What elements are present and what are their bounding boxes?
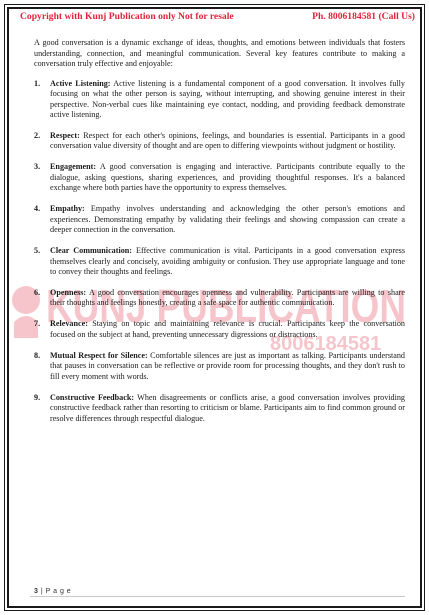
item-term: Engagement:: [50, 162, 97, 172]
copyright-notice: Copyright with Kunj Publication only Not for resale: [20, 11, 234, 22]
footer-divider: [30, 596, 405, 597]
item-number: 1.: [34, 78, 41, 88]
item-number: 7.: [34, 319, 41, 329]
list-item: [34, 131, 405, 152]
article-body: [34, 38, 405, 435]
watermark-phone: 8006184581: [270, 333, 382, 355]
item-number: 9.: [34, 392, 41, 402]
page-footer: [34, 588, 71, 595]
item-description: A good conversation encourages openness and vulnerability. Participants are willing to share their thoughts and feelings honestly, creating a safe space for authentic communication.: [50, 287, 405, 308]
list-item: [34, 79, 405, 121]
item-number: 4.: [34, 204, 41, 214]
item-description: When disagreements or conflicts arise, a good conversation involves providing constructive feedback rather than resorting to criticism or blame. Participants aim to find common ground or resolve differences through respectful dialogue.: [50, 392, 405, 423]
item-term: Relevance:: [50, 319, 88, 329]
item-number: 3.: [34, 162, 41, 172]
item-term: Clear Communication:: [50, 246, 132, 256]
item-term: Openness:: [50, 287, 87, 297]
item-term: Active Listening:: [50, 78, 111, 88]
item-number: 8.: [34, 350, 41, 360]
list-item: [34, 162, 405, 194]
list-item: [34, 393, 405, 425]
page-label: | P a g e: [40, 588, 72, 595]
item-number: 5.: [34, 246, 41, 256]
page-number: 3: [34, 588, 39, 595]
list-item: [34, 351, 405, 383]
watermark-title: KUNJ PUBLICATION: [46, 280, 406, 332]
contact-phone: Ph. 8006184581 (Call Us): [312, 11, 415, 22]
item-description: Empathy involves understanding and acknowledging the other person's emotions and experiences. Demonstrating empathy by validating their feelings and showing compassion can create a deeper connection in the conversation.: [50, 204, 405, 235]
item-description: Staying on topic and maintaining relevance is crucial. Participants keep the conversation focused on the subject at hand, preventing unnecessary digressions or distractions.: [50, 319, 405, 339]
item-description: Effective communication is vital. Participants in a good conversation express themselves clearly and concisely, avoiding ambiguity or confusion. They use appropriate language and tone to convey their thoughts and feelings.: [50, 246, 406, 277]
item-number: 6.: [34, 287, 41, 297]
item-description: Respect for each other's opinions, feelings, and boundaries is essential. Participants in a good conversation value diversity of thought and are open to differing viewpoints without judgment or hostility.: [50, 130, 405, 151]
features-list: [34, 79, 405, 425]
item-term: Mutual Respect for Silence:: [50, 350, 148, 360]
list-item: [34, 204, 405, 236]
item-description: Comfortable silences are just as important as talking. Participants understand that pauses in conversation can be reflective or provide room for processing thoughts, and they don't rush to fill every moment with words.: [50, 350, 405, 381]
item-term: Respect:: [50, 130, 80, 140]
intro-paragraph: A good conversation is a dynamic exchange of ideas, thoughts, and emotions between individuals that fosters understanding, connection, and meaningful communication. Several key features contribute to making a conversation truly effective and enjoyable:: [34, 38, 405, 68]
item-description: Active listening is a fundamental component of a good conversation. It involves fully focusing on what the other person is saying, without interrupting, and showing genuine interest in their perspective. Non-verbal cues like maintaining eye contact, nodding, and providing feedback demonstrate active listening.: [50, 78, 405, 119]
item-number: 2.: [34, 130, 41, 140]
list-item: [34, 319, 405, 340]
item-description: A good conversation is engaging and interactive. Participants contribute equally to the dialogue, asking questions, sharing experiences, and providing thoughtful responses. It's a balanced exchange where both parties have the opportunity to express themselves.: [50, 162, 405, 193]
item-term: Empathy:: [50, 204, 85, 214]
list-item: [34, 288, 405, 309]
list-item: [34, 246, 405, 278]
page-header: [20, 11, 415, 22]
item-term: Constructive Feedback:: [50, 392, 135, 402]
